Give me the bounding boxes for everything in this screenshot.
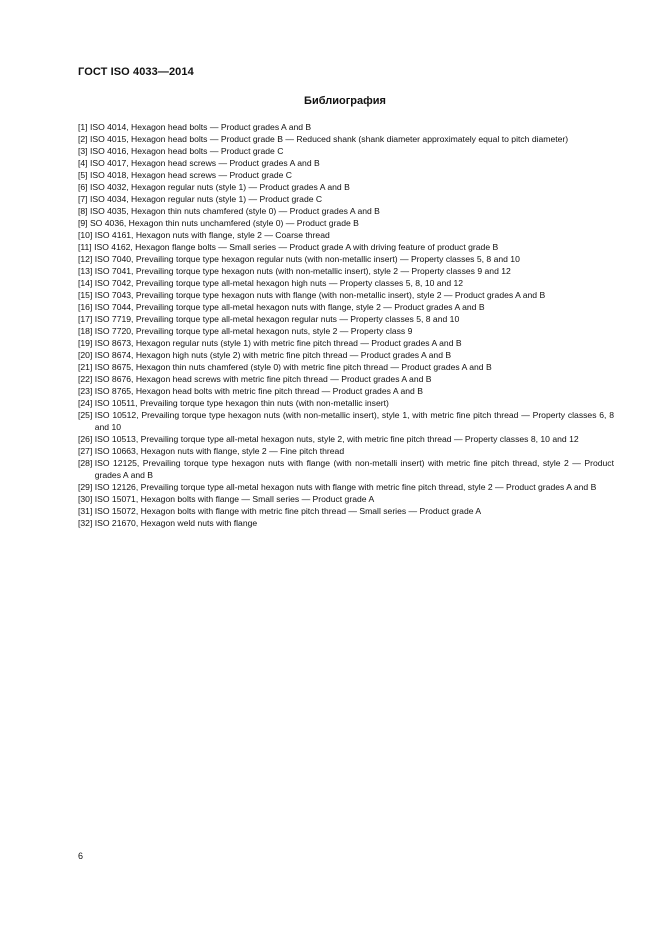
reference-item	[78, 265, 614, 277]
reference-item	[78, 121, 614, 133]
reference-item	[78, 133, 614, 145]
reference-number: [16]	[78, 302, 95, 312]
reference-text: ISO 8673, Hexagon regular nuts (style 1) with metric fine pitch thread — Product grades A and B	[94, 338, 462, 348]
reference-item	[78, 181, 614, 193]
reference-number: [15]	[78, 290, 95, 300]
section-title: Библиография	[304, 95, 386, 107]
reference-number: [7]	[78, 194, 90, 204]
reference-text: SO 4036, Hexagon thin nuts unchamfered (style 0) — Product grade B	[89, 218, 359, 228]
reference-item	[78, 481, 614, 493]
reference-item	[78, 217, 614, 229]
reference-item	[78, 349, 614, 361]
reference-item	[78, 241, 614, 253]
reference-item	[78, 253, 614, 265]
reference-number: [10]	[78, 230, 95, 240]
reference-item	[78, 205, 614, 217]
reference-number: [32]	[78, 518, 95, 528]
reference-item	[78, 457, 614, 481]
reference-text: ISO 4161, Hexagon nuts with flange, style 2 — Coarse thread	[94, 230, 330, 240]
reference-text: ISO 4035, Hexagon thin nuts chamfered (style 0) — Product grades A and B	[89, 206, 380, 216]
reference-text: ISO 7042, Prevailing torque type all-metal hexagon high nuts — Property classes 5, 8, 10 and 12	[94, 278, 464, 288]
reference-text: ISO 8765, Hexagon head bolts with metric fine pitch thread — Product grades A and B	[94, 386, 423, 396]
reference-item	[78, 277, 614, 289]
reference-item	[78, 397, 614, 409]
reference-text: ISO 12126, Prevailing torque type all-metal hexagon nuts with flange with metric fine pitch thread, style 2 — Product grades A and B	[94, 482, 597, 492]
bibliography-list	[78, 121, 614, 529]
reference-item	[78, 325, 614, 337]
reference-number: [4]	[78, 158, 90, 168]
reference-text: ISO 4017, Hexagon head screws — Product grades A and B	[89, 158, 320, 168]
reference-number: [1]	[78, 122, 90, 132]
reference-item	[78, 193, 614, 205]
reference-text: ISO 8675, Hexagon thin nuts chamfered (style 0) with metric fine pitch thread — Product grades A and B	[94, 362, 492, 372]
reference-text: ISO 10663, Hexagon nuts with flange, style 2 — Fine pitch thread	[94, 446, 345, 456]
reference-number: [21]	[78, 362, 95, 372]
reference-number: [26]	[78, 434, 95, 444]
reference-text: ISO 7720, Prevailing torque type all-metal hexagon nuts, style 2 — Property class 9	[94, 326, 413, 336]
reference-number: [23]	[78, 386, 95, 396]
reference-number: [27]	[78, 446, 95, 456]
reference-number: [19]	[78, 338, 95, 348]
reference-text: ISO 4016, Hexagon head bolts — Product grade C	[89, 146, 284, 156]
reference-item	[78, 301, 614, 313]
reference-number: [14]	[78, 278, 95, 288]
reference-text: ISO 4032, Hexagon regular nuts (style 1) — Product grades A and B	[89, 182, 350, 192]
reference-number: [13]	[78, 266, 95, 276]
reference-item	[78, 289, 614, 301]
reference-text: ISO 4162, Hexagon flange bolts — Small series — Product grade A with driving feature of product grade B	[94, 242, 499, 252]
reference-number: [11]	[78, 242, 95, 252]
reference-number: [18]	[78, 326, 95, 336]
reference-text: ISO 4014, Hexagon head bolts — Product grades A and B	[89, 122, 312, 132]
page-number: 6	[78, 851, 84, 861]
reference-item	[78, 517, 614, 529]
reference-number: [25]	[78, 410, 95, 420]
reference-text: ISO 7719, Prevailing torque type all-metal hexagon regular nuts — Property classes 5, 8 and 10	[94, 314, 460, 324]
reference-text: ISO 10511, Prevailing torque type hexagon thin nuts (with non-metallic insert)	[94, 398, 389, 408]
reference-item	[78, 373, 614, 385]
reference-text: ISO 12125, Prevailing torque type hexagon nuts with flange (with non-metalli insert) with metric fine pitch thread, style 2 — Product grades A and B	[94, 458, 614, 480]
reference-number: [17]	[78, 314, 95, 324]
reference-text: ISO 7041, Prevailing torque type hexagon nuts (with non-metallic insert), style 2 — Property classes 9 and 12	[94, 266, 511, 276]
reference-text: ISO 8674, Hexagon high nuts (style 2) with metric fine pitch thread — Product grades A and B	[94, 350, 452, 360]
reference-text: ISO 7044, Prevailing torque type all-metal hexagon nuts with flange, style 2 — Product grades A and B	[94, 302, 485, 312]
reference-item	[78, 145, 614, 157]
reference-text: ISO 7040, Prevailing torque type hexagon regular nuts (with non-metallic insert) — Property classes 5, 8 and 10	[94, 254, 520, 264]
reference-number: [29]	[78, 482, 95, 492]
reference-number: [2]	[78, 134, 90, 144]
reference-item	[78, 157, 614, 169]
reference-item	[78, 445, 614, 457]
reference-number: [22]	[78, 374, 95, 384]
reference-number: [9]	[78, 218, 90, 228]
reference-number: [24]	[78, 398, 95, 408]
reference-item	[78, 409, 614, 433]
reference-number: [3]	[78, 146, 90, 156]
reference-text: ISO 10512, Prevailing torque type hexagon nuts (with non-metallic insert), style 1, with metric fine pitch thread — Property classes 6, 8 and 10	[94, 410, 614, 432]
reference-number: [5]	[78, 170, 90, 180]
reference-text: ISO 8676, Hexagon head screws with metric fine pitch thread — Product grades A and B	[94, 374, 432, 384]
reference-item	[78, 505, 614, 517]
reference-item	[78, 313, 614, 325]
reference-text: ISO 21670, Hexagon weld nuts with flange	[94, 518, 258, 528]
reference-item	[78, 337, 614, 349]
reference-item	[78, 361, 614, 373]
reference-number: [28]	[78, 458, 95, 468]
reference-number: [31]	[78, 506, 95, 516]
reference-text: ISO 4018, Hexagon head screws — Product grade C	[89, 170, 293, 180]
reference-item	[78, 229, 614, 241]
reference-text: ISO 7043, Prevailing torque type hexagon nuts with flange (with non-metallic insert), style 2 — Product grades A and B	[94, 290, 546, 300]
page-header: ГОСТ ISO 4033—2014	[78, 66, 194, 78]
reference-number: [6]	[78, 182, 90, 192]
reference-item	[78, 169, 614, 181]
reference-text: ISO 4034, Hexagon regular nuts (style 1) — Product grade C	[89, 194, 323, 204]
reference-number: [8]	[78, 206, 90, 216]
reference-text: ISO 15071, Hexagon bolts with flange — Small series — Product grade A	[94, 494, 375, 504]
reference-item	[78, 433, 614, 445]
reference-number: [20]	[78, 350, 95, 360]
reference-item	[78, 385, 614, 397]
reference-item	[78, 493, 614, 505]
reference-number: [30]	[78, 494, 95, 504]
reference-text: ISO 10513, Prevailing torque type all-metal hexagon nuts, style 2, with metric fine pitch thread — Property classes 8, 10 and 12	[94, 434, 579, 444]
reference-text: ISO 15072, Hexagon bolts with flange with metric fine pitch thread — Small series — Product grade A	[94, 506, 482, 516]
reference-text: ISO 4015, Hexagon head bolts — Product grade B — Reduced shank (shank diameter approximately equal to pitch diameter)	[89, 134, 569, 144]
reference-number: [12]	[78, 254, 95, 264]
